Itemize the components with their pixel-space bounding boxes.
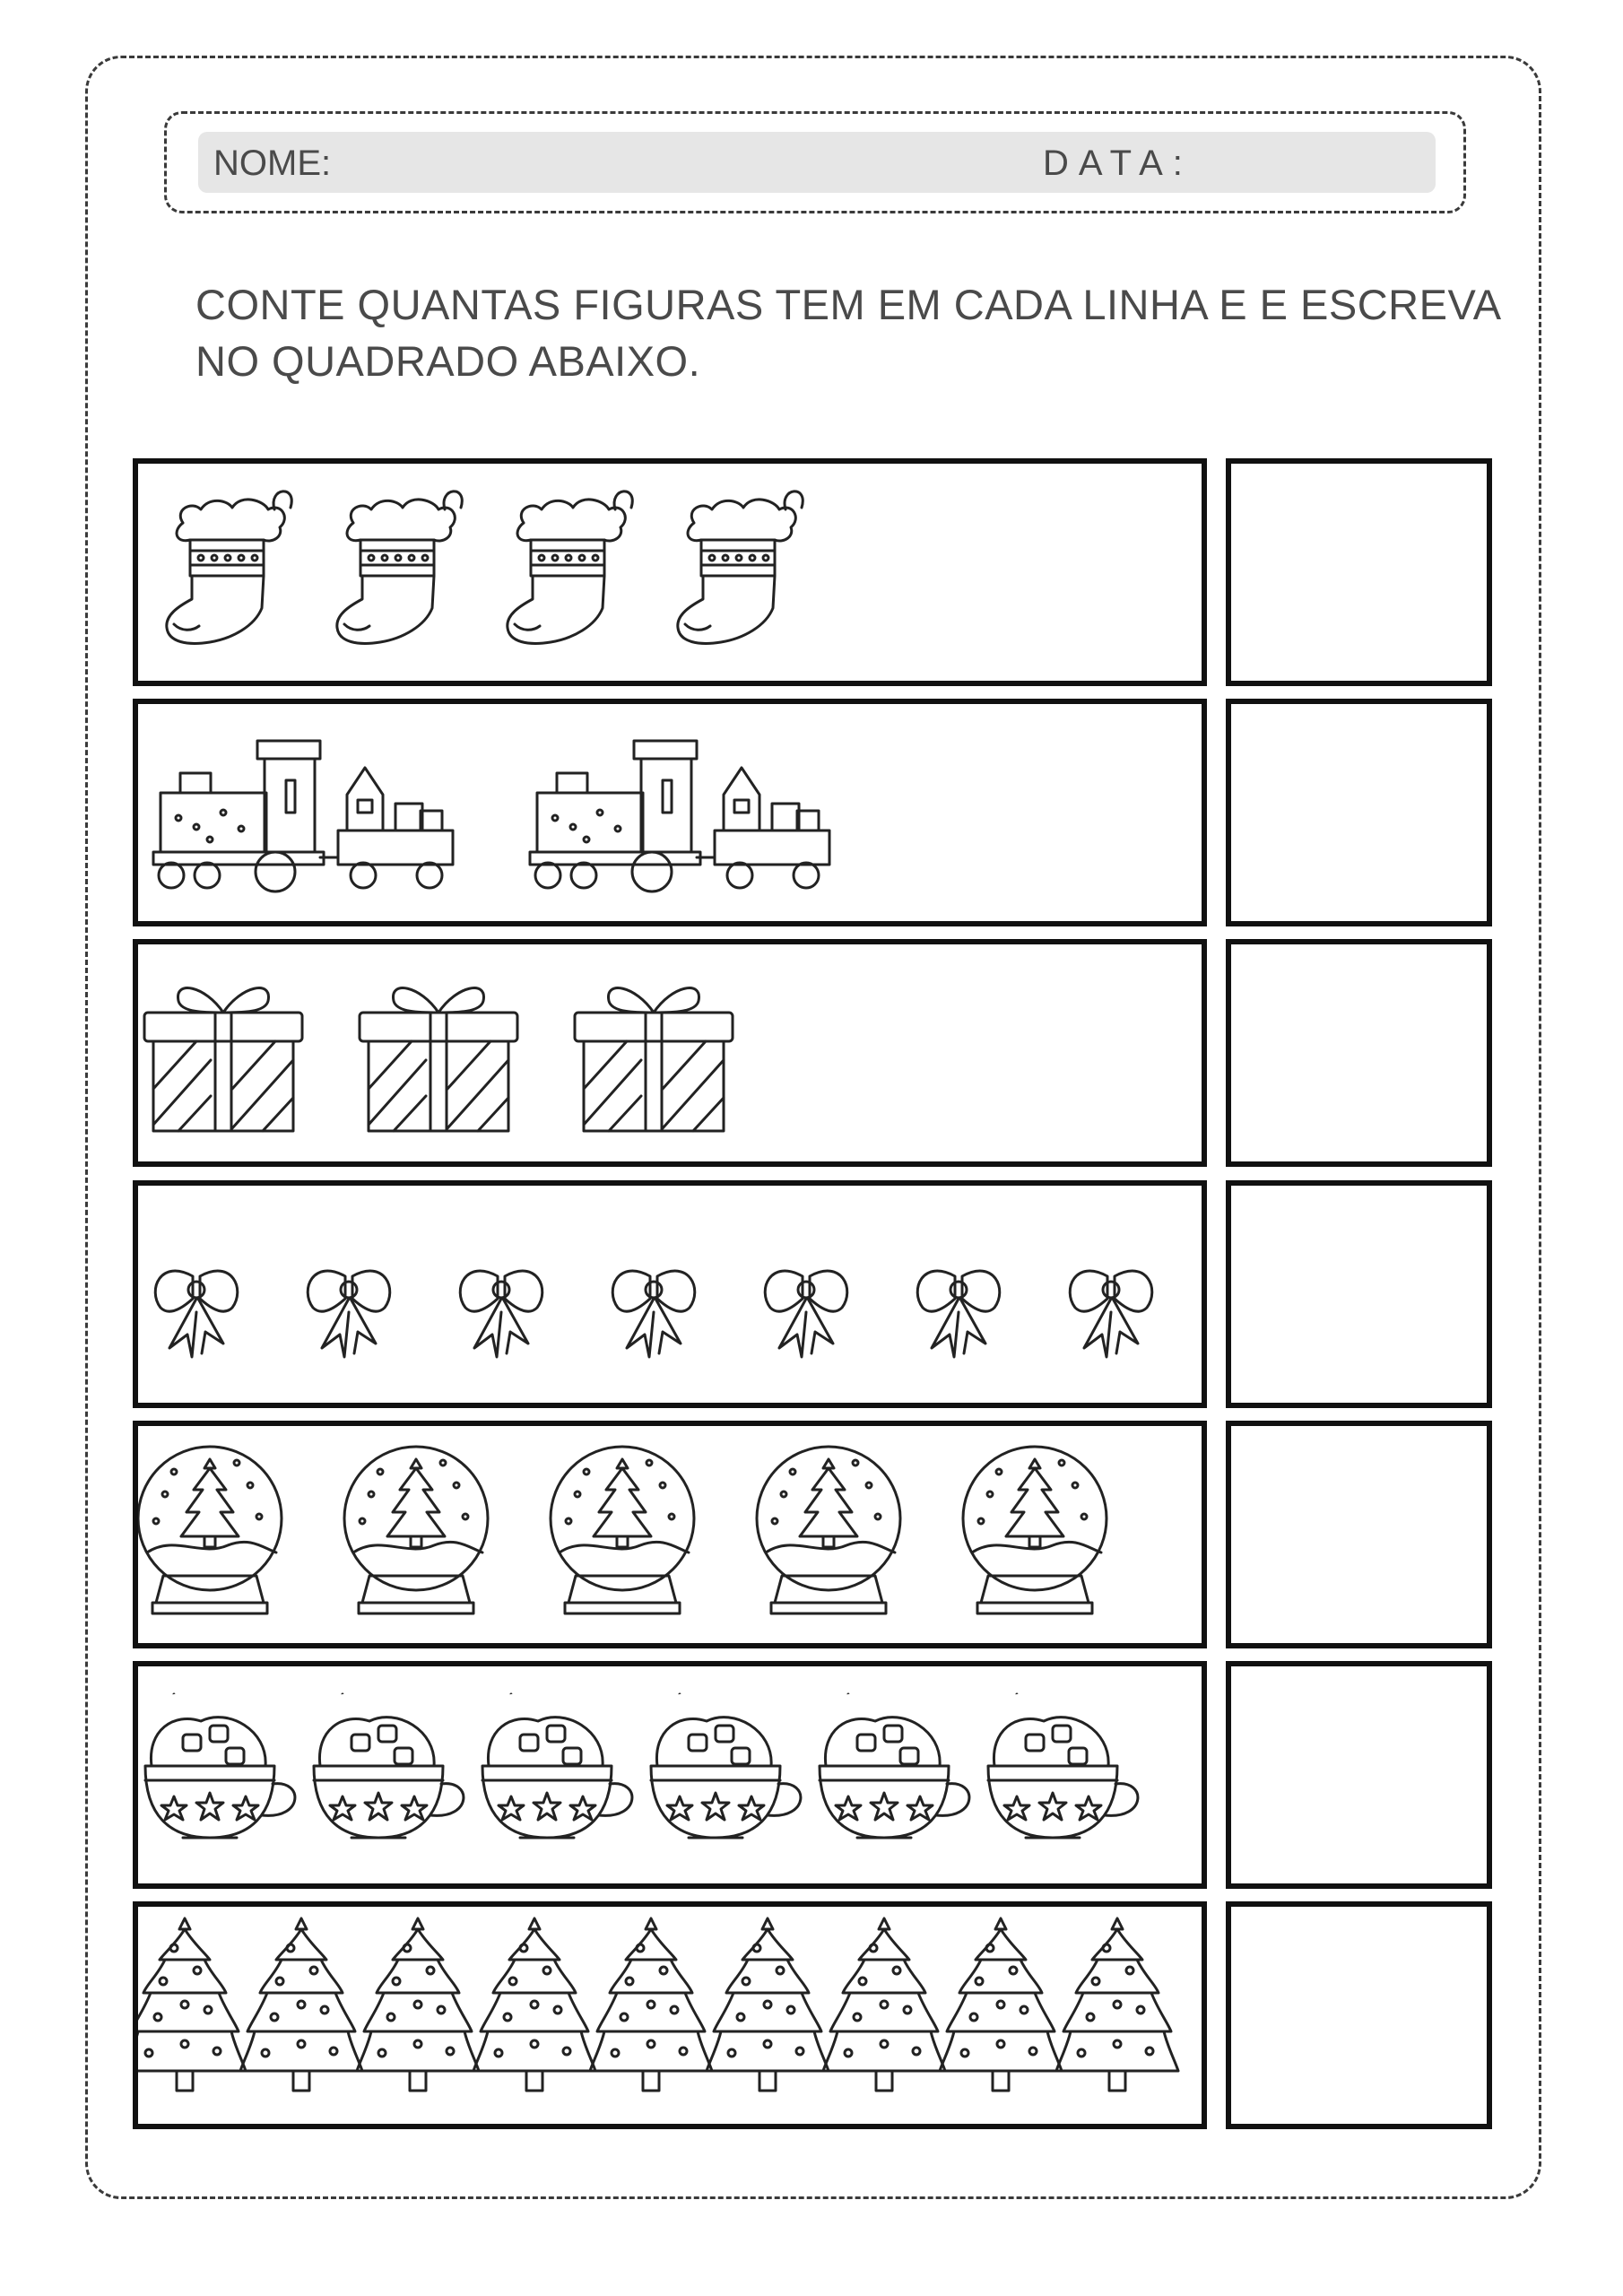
snow-globe-icon [344,1447,488,1613]
christmas-stocking-icon [508,491,632,644]
christmas-tree-icon [823,1918,945,2091]
snow-globe-icon [757,1447,900,1613]
hot-chocolate-mug-icon [988,1694,1138,1838]
christmas-tree-icon [590,1918,712,2091]
hot-chocolate-mug-icon [482,1694,632,1838]
christmas-stocking-icon [167,491,291,644]
figure-row-4 [133,1180,1207,1408]
figure-row-art [138,1666,1202,1883]
christmas-tree-icon [1056,1918,1178,2091]
candy-cane-icon [1070,1228,1156,1379]
candy-cane-icon [308,1228,394,1379]
figure-row-art [138,704,1202,921]
candy-cane-icon [155,1228,241,1379]
christmas-tree-icon [357,1918,479,2091]
toy-train-icon [530,741,829,891]
christmas-tree-icon [138,1918,246,2091]
date-label: DATA: [1043,144,1193,183]
instructions-text: CONTE QUANTAS FIGURAS TEM EM CADA LINHA E E ESCREVA NO QUADRADO ABAIXO. [195,281,1500,385]
christmas-tree-icon [940,1918,1062,2091]
answer-square-6[interactable] [1226,1661,1492,1889]
answer-square-5[interactable] [1226,1421,1492,1648]
figure-row-7 [133,1901,1207,2129]
answer-square-2[interactable] [1226,699,1492,926]
figure-row-art [138,1186,1202,1403]
figure-row-art [138,1907,1202,2124]
name-label: NOME: [213,144,332,183]
figure-row-art [138,1426,1202,1643]
hot-chocolate-mug-icon [651,1694,801,1838]
christmas-tree-icon [240,1918,362,2091]
answer-square-7[interactable] [1226,1901,1492,2129]
header-field-bar[interactable] [198,132,1436,193]
hot-chocolate-mug-icon [314,1694,464,1838]
gift-box-icon [360,988,517,1131]
figure-row-1 [133,458,1207,686]
figure-row-3 [133,939,1207,1167]
answer-square-1[interactable] [1226,458,1492,686]
gift-box-icon [144,988,302,1131]
figure-row-art [138,944,1202,1161]
candy-cane-icon [460,1228,546,1379]
candy-cane-icon [612,1228,699,1379]
christmas-tree-icon [473,1918,595,2091]
figure-row-5 [133,1421,1207,1648]
christmas-stocking-icon [337,491,462,644]
snow-globe-icon [138,1447,282,1613]
gift-box-icon [575,988,733,1131]
snow-globe-icon [963,1447,1107,1613]
answer-square-3[interactable] [1226,939,1492,1167]
hot-chocolate-mug-icon [145,1694,295,1838]
figure-row-art [138,464,1202,681]
candy-cane-icon [917,1228,1003,1379]
toy-train-icon [153,741,453,891]
hot-chocolate-mug-icon [820,1694,969,1838]
figure-row-6 [133,1661,1207,1889]
snow-globe-icon [551,1447,694,1613]
christmas-stocking-icon [678,491,803,644]
answer-square-4[interactable] [1226,1180,1492,1408]
candy-cane-icon [765,1228,851,1379]
figure-row-2 [133,699,1207,926]
christmas-tree-icon [707,1918,829,2091]
